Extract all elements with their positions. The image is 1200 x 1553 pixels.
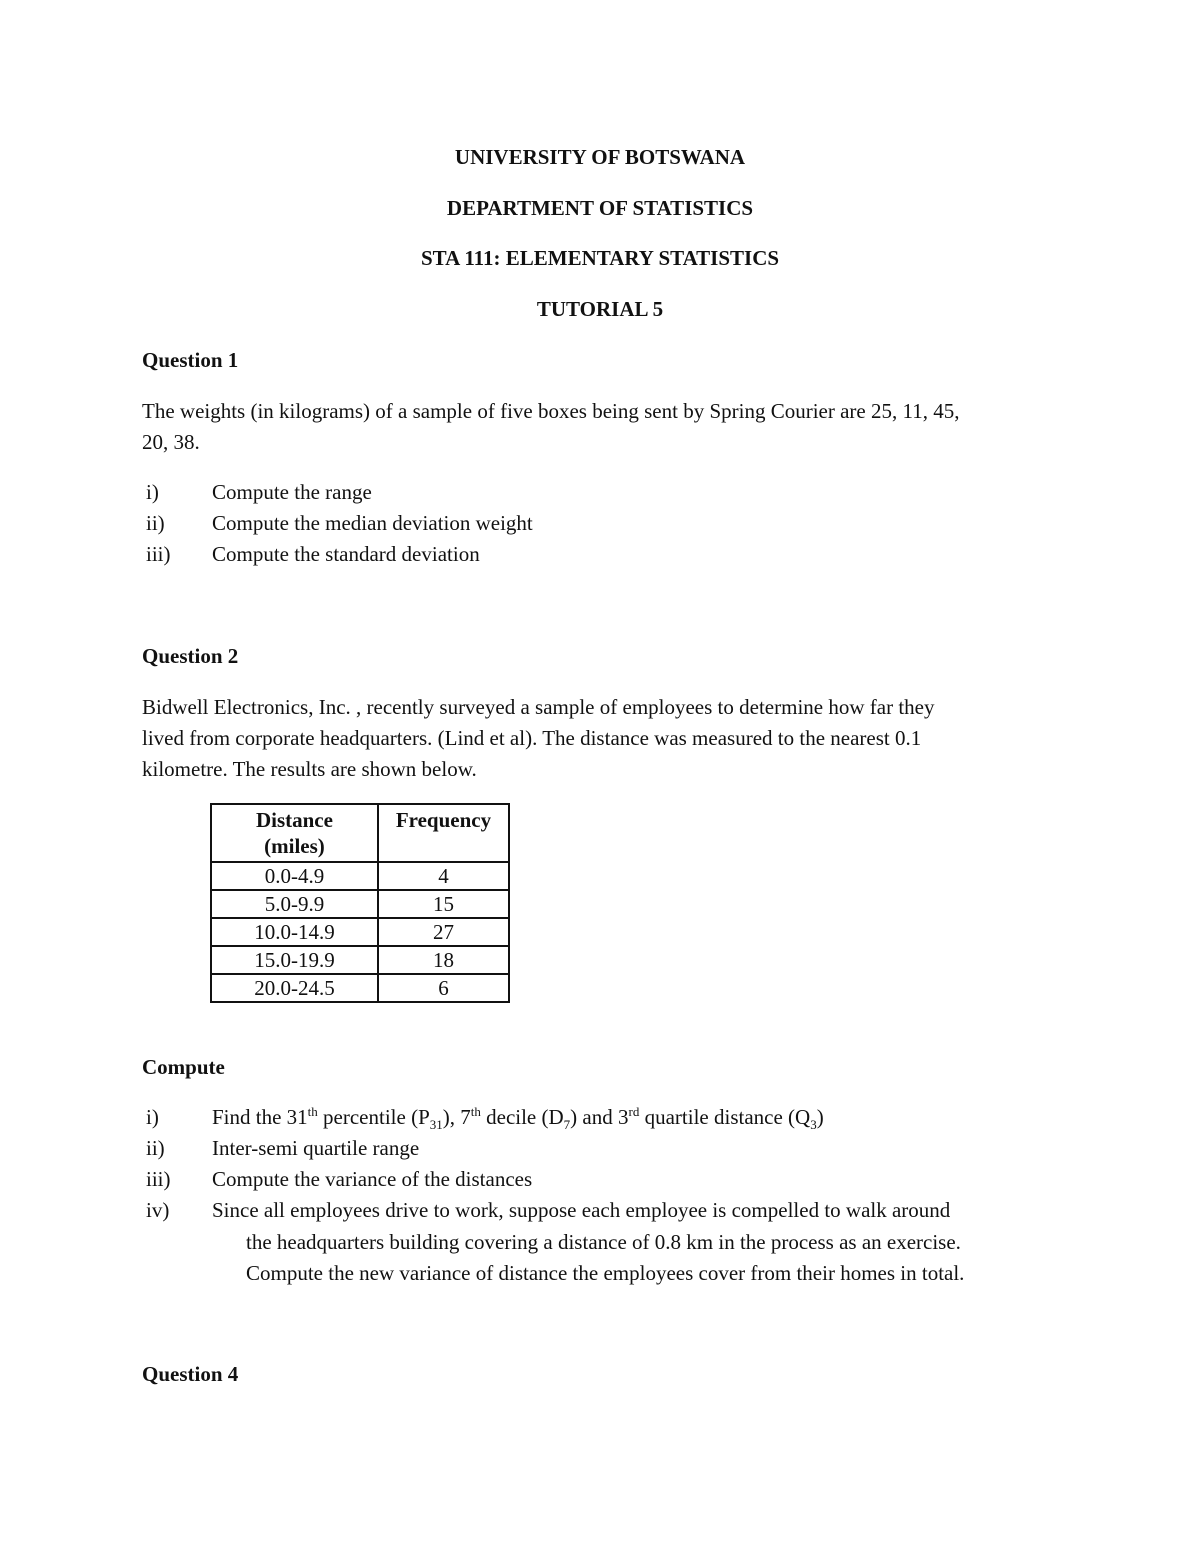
table-row <box>211 974 509 1002</box>
superscript-th-2: th <box>470 1104 481 1119</box>
list-text: Compute the range <box>212 480 372 504</box>
list-text-f: quartile distance (Q <box>639 1105 811 1129</box>
list-text-d: decile (D <box>480 1105 564 1129</box>
compute-item-2 <box>146 1133 419 1163</box>
department-title: DEPARTMENT OF STATISTICS <box>446 196 754 220</box>
question-2-text-line2: lived from corporate headquarters. (Lind et al). The distance was measured to the nearest 0.1 <box>142 726 922 750</box>
question-4-heading: Question 4 <box>142 1362 239 1386</box>
question-2-text-line3: kilometre. The results are shown below. <box>142 757 477 781</box>
cell-distance: 5.0-9.9 <box>211 890 378 918</box>
table-row <box>211 890 509 918</box>
question-1-item-1 <box>146 477 372 507</box>
question-2-heading: Question 2 <box>142 644 239 668</box>
question-1-heading: Question 1 <box>142 348 239 372</box>
list-number: iii) <box>146 1167 171 1191</box>
list-text-b: percentile (P <box>317 1105 430 1129</box>
question-1-text-line1: The weights (in kilograms) of a sample of five boxes being sent by Spring Courier are 25, 11, 45, <box>142 399 960 423</box>
cell-distance: 15.0-19.9 <box>211 946 378 974</box>
list-number: i) <box>146 480 159 504</box>
list-number: ii) <box>146 1136 165 1160</box>
compute-item-1 <box>146 1102 824 1132</box>
cell-frequency: 15 <box>378 890 509 918</box>
table-row <box>211 946 509 974</box>
question-1-item-2 <box>146 508 533 538</box>
course-title: STA 111: ELEMENTARY STATISTICS <box>420 246 780 270</box>
list-text-c: ), 7 <box>442 1105 471 1129</box>
subscript-3: 3 <box>810 1117 817 1133</box>
list-number: ii) <box>146 511 165 535</box>
column-header-frequency <box>378 804 509 862</box>
cell-frequency: 4 <box>378 862 509 890</box>
question-1-item-3 <box>146 539 480 569</box>
list-text: Compute the variance of the distances <box>212 1167 533 1191</box>
list-number: iv) <box>146 1198 170 1222</box>
table-row <box>211 862 509 890</box>
superscript-rd: rd <box>628 1104 640 1119</box>
cell-frequency: 18 <box>378 946 509 974</box>
compute-heading: Compute <box>142 1055 225 1079</box>
list-text: Compute the median deviation weight <box>212 511 533 535</box>
compute-item-4 <box>146 1195 950 1225</box>
cell-frequency: 6 <box>378 974 509 1002</box>
list-text-g: ) <box>816 1105 824 1129</box>
university-title: UNIVERSITY OF BOTSWANA <box>454 145 746 169</box>
list-text: Compute the standard deviation <box>212 542 480 566</box>
cell-distance: 20.0-24.5 <box>211 974 378 1002</box>
list-number: i) <box>146 1105 159 1129</box>
list-text: Inter-semi quartile range <box>212 1136 420 1160</box>
distance-frequency-table <box>210 803 510 1003</box>
cell-distance: 0.0-4.9 <box>211 862 378 890</box>
tutorial-title: TUTORIAL 5 <box>536 297 664 321</box>
question-1-text-line2: 20, 38. <box>142 430 200 454</box>
list-text-line1: Since all employees drive to work, suppose each employee is compelled to walk around <box>212 1198 951 1222</box>
compute-item-4-line3: Compute the new variance of distance the employees cover from their homes in total. <box>246 1261 965 1285</box>
table-header-row <box>211 804 509 862</box>
list-number: iii) <box>146 542 171 566</box>
header-distance-line2: (miles) <box>264 834 325 858</box>
compute-item-3 <box>146 1164 532 1194</box>
superscript-th: th <box>307 1104 318 1119</box>
cell-distance: 10.0-14.9 <box>211 918 378 946</box>
subscript-7: 7 <box>563 1117 571 1133</box>
subscript-31: 31 <box>429 1117 443 1133</box>
header-frequency: Frequency <box>395 808 492 832</box>
column-header-distance <box>211 804 378 862</box>
compute-item-4-line2: the headquarters building covering a distance of 0.8 km in the process as an exercise. <box>246 1230 961 1254</box>
table-row <box>211 918 509 946</box>
header-distance-line1: Distance <box>255 808 333 832</box>
cell-frequency: 27 <box>378 918 509 946</box>
list-text-a: Find the 31 <box>212 1105 308 1129</box>
question-2-text-line1: Bidwell Electronics, Inc. , recently surveyed a sample of employees to determine how far they <box>142 695 935 719</box>
list-text-e: ) and 3 <box>570 1105 629 1129</box>
